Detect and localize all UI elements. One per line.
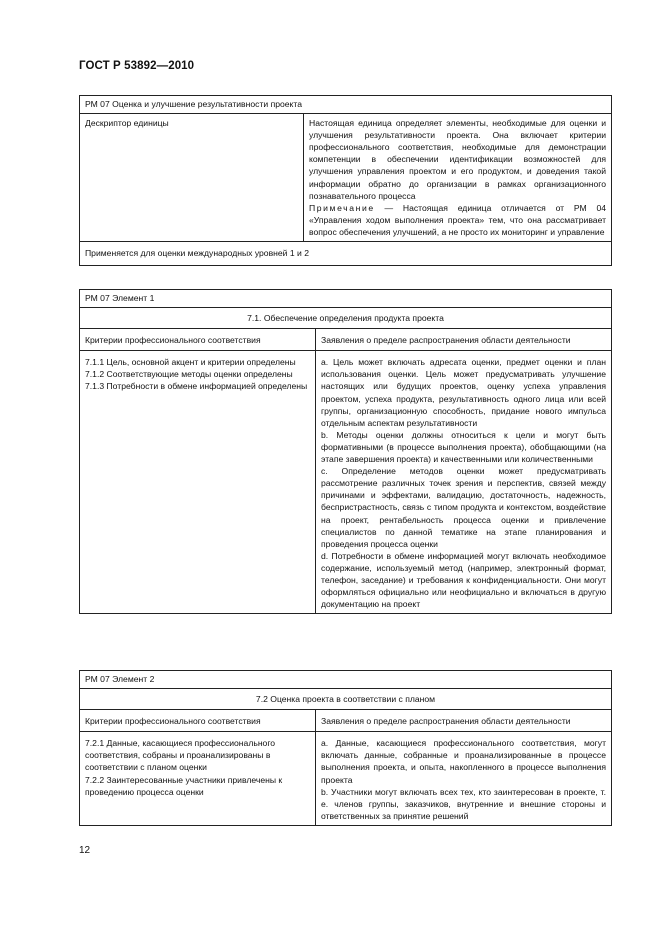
statements-cell: [316, 732, 612, 826]
criteria-cell: [80, 732, 316, 826]
table-row: [80, 671, 612, 689]
descriptor-note: [309, 202, 606, 238]
table-row: [80, 114, 612, 242]
note-label: Примечание: [309, 202, 375, 213]
criterion-item: 7.1.2 Соответствующие методы оценки определены: [85, 369, 293, 380]
element-subtitle: 7.2 Оценка проекта в соответствии с планом: [80, 689, 612, 710]
element-title: РМ 07 Элемент 1: [80, 290, 612, 308]
column-header-statements: Заявления о пределе распространения области деятельности: [316, 710, 612, 732]
statement-item: a. Данные, касающиеся профессионального соответствия, могут включать данные, собранные и проанализированные в процессе выполнения проекта, и опыта, накопленного в процессе выполнения проекта: [321, 738, 607, 785]
element-2-table: [79, 670, 612, 826]
element-1-table: [79, 289, 612, 614]
applies-text: Применяется для оценки международных уровней 1 и 2: [80, 242, 612, 266]
statement-item: c. Определение методов оценки может предусматривать рассмотрение различных точек зрения и перспектив, связей между причинами и эффектами, валидацию, достаточность, надежность, беспристрастность, связь с типом продукта и контекстом, воздействие на проект, рентабельность процесса оценки и привлечение специалистов по данной тематике на этапе планирования и проведения процесса оценки: [321, 466, 607, 549]
table-row: [80, 710, 612, 732]
unit-title: РМ 07 Оценка и улучшение результативности проекта: [80, 96, 612, 114]
table-row: [80, 329, 612, 351]
table-row: [80, 290, 612, 308]
descriptor-text: Настоящая единица определяет элементы, необходимые для оценки и улучшения результативности проекта. Она включает критерии профессионального соответствия, необходимые для демонстрации компетенции в обеспечении идентификации возможностей для улучшения управления проектом и его продуктом, и доведения такой информации обратно до организации в рамках организационного познавательного процесса: [309, 118, 607, 201]
table-row: [80, 689, 612, 710]
element-title: РМ 07 Элемент 2: [80, 671, 612, 689]
statement-item: b. Методы оценки должны относиться к цели и могут быть формативными (в процессе выполнения проекта), обобщающими (на этапе завершения проекта) и качественными или количественными: [321, 429, 607, 465]
note-text: — Настоящая единица отличается от РМ 04 «Управления ходом выполнения проекта» тем, что она рассматривает вопрос обеспечения улучшений, а не просто их мониторинг и управление: [309, 202, 607, 237]
table-row: [80, 351, 612, 614]
statements-cell: [316, 351, 612, 614]
column-header-criteria: Критерии профессионального соответствия: [80, 329, 316, 351]
table-row: [80, 732, 612, 826]
table-row: [80, 242, 612, 266]
statement-item: d. Потребности в обмене информацией могут включать необходимое содержание, используемый метод (например, электронный формат, телефон, заседание) и требования к конфиденциальности. Они могут оформляться официально или неофициально и включаться в другую документацию на проект: [321, 550, 607, 610]
page-number: 12: [79, 845, 91, 856]
criterion-item: 7.1.3 Потребности в обмене информацией определены: [85, 381, 308, 392]
criterion-item: 7.1.1 Цель, основной акцент и критерии определены: [85, 357, 296, 368]
criterion-item: 7.2.1 Данные, касающиеся профессионального соответствия, собраны и проанализированы в соответствии с планом оценки: [85, 738, 276, 773]
unit-descriptor-table: [79, 95, 612, 266]
column-header-statements: Заявления о пределе распространения области деятельности: [316, 329, 612, 351]
descriptor-cell: [304, 114, 612, 242]
statement-item: a. Цель может включать адресата оценки, предмет оценки и план использования оценки. Цель может предусматривать улучшение настоящих или будущих проектов, оценку успеха управления проектом, успеха продукта, результативность одного лица или всей группы, организационную способность, придание нового импульса отдельным аспектам результативности: [321, 357, 607, 428]
criterion-item: 7.2.2 Заинтересованные участники привлечены к проведению процесса оценки: [85, 774, 283, 797]
descriptor-label: Дескриптор единицы: [80, 114, 304, 242]
column-header-criteria: Критерии профессионального соответствия: [80, 710, 316, 732]
criteria-cell: [80, 351, 316, 614]
table-row: [80, 308, 612, 329]
table-row: [80, 96, 612, 114]
statement-item: b. Участники могут включать всех тех, кто заинтересован в проекте, т. е. членов группы, заказчиков, внутренние и внешние стороны и ответственных за принятие решений: [321, 786, 607, 821]
element-subtitle: 7.1. Обеспечение определения продукта проекта: [80, 308, 612, 329]
document-header: ГОСТ Р 53892—2010: [79, 60, 195, 72]
